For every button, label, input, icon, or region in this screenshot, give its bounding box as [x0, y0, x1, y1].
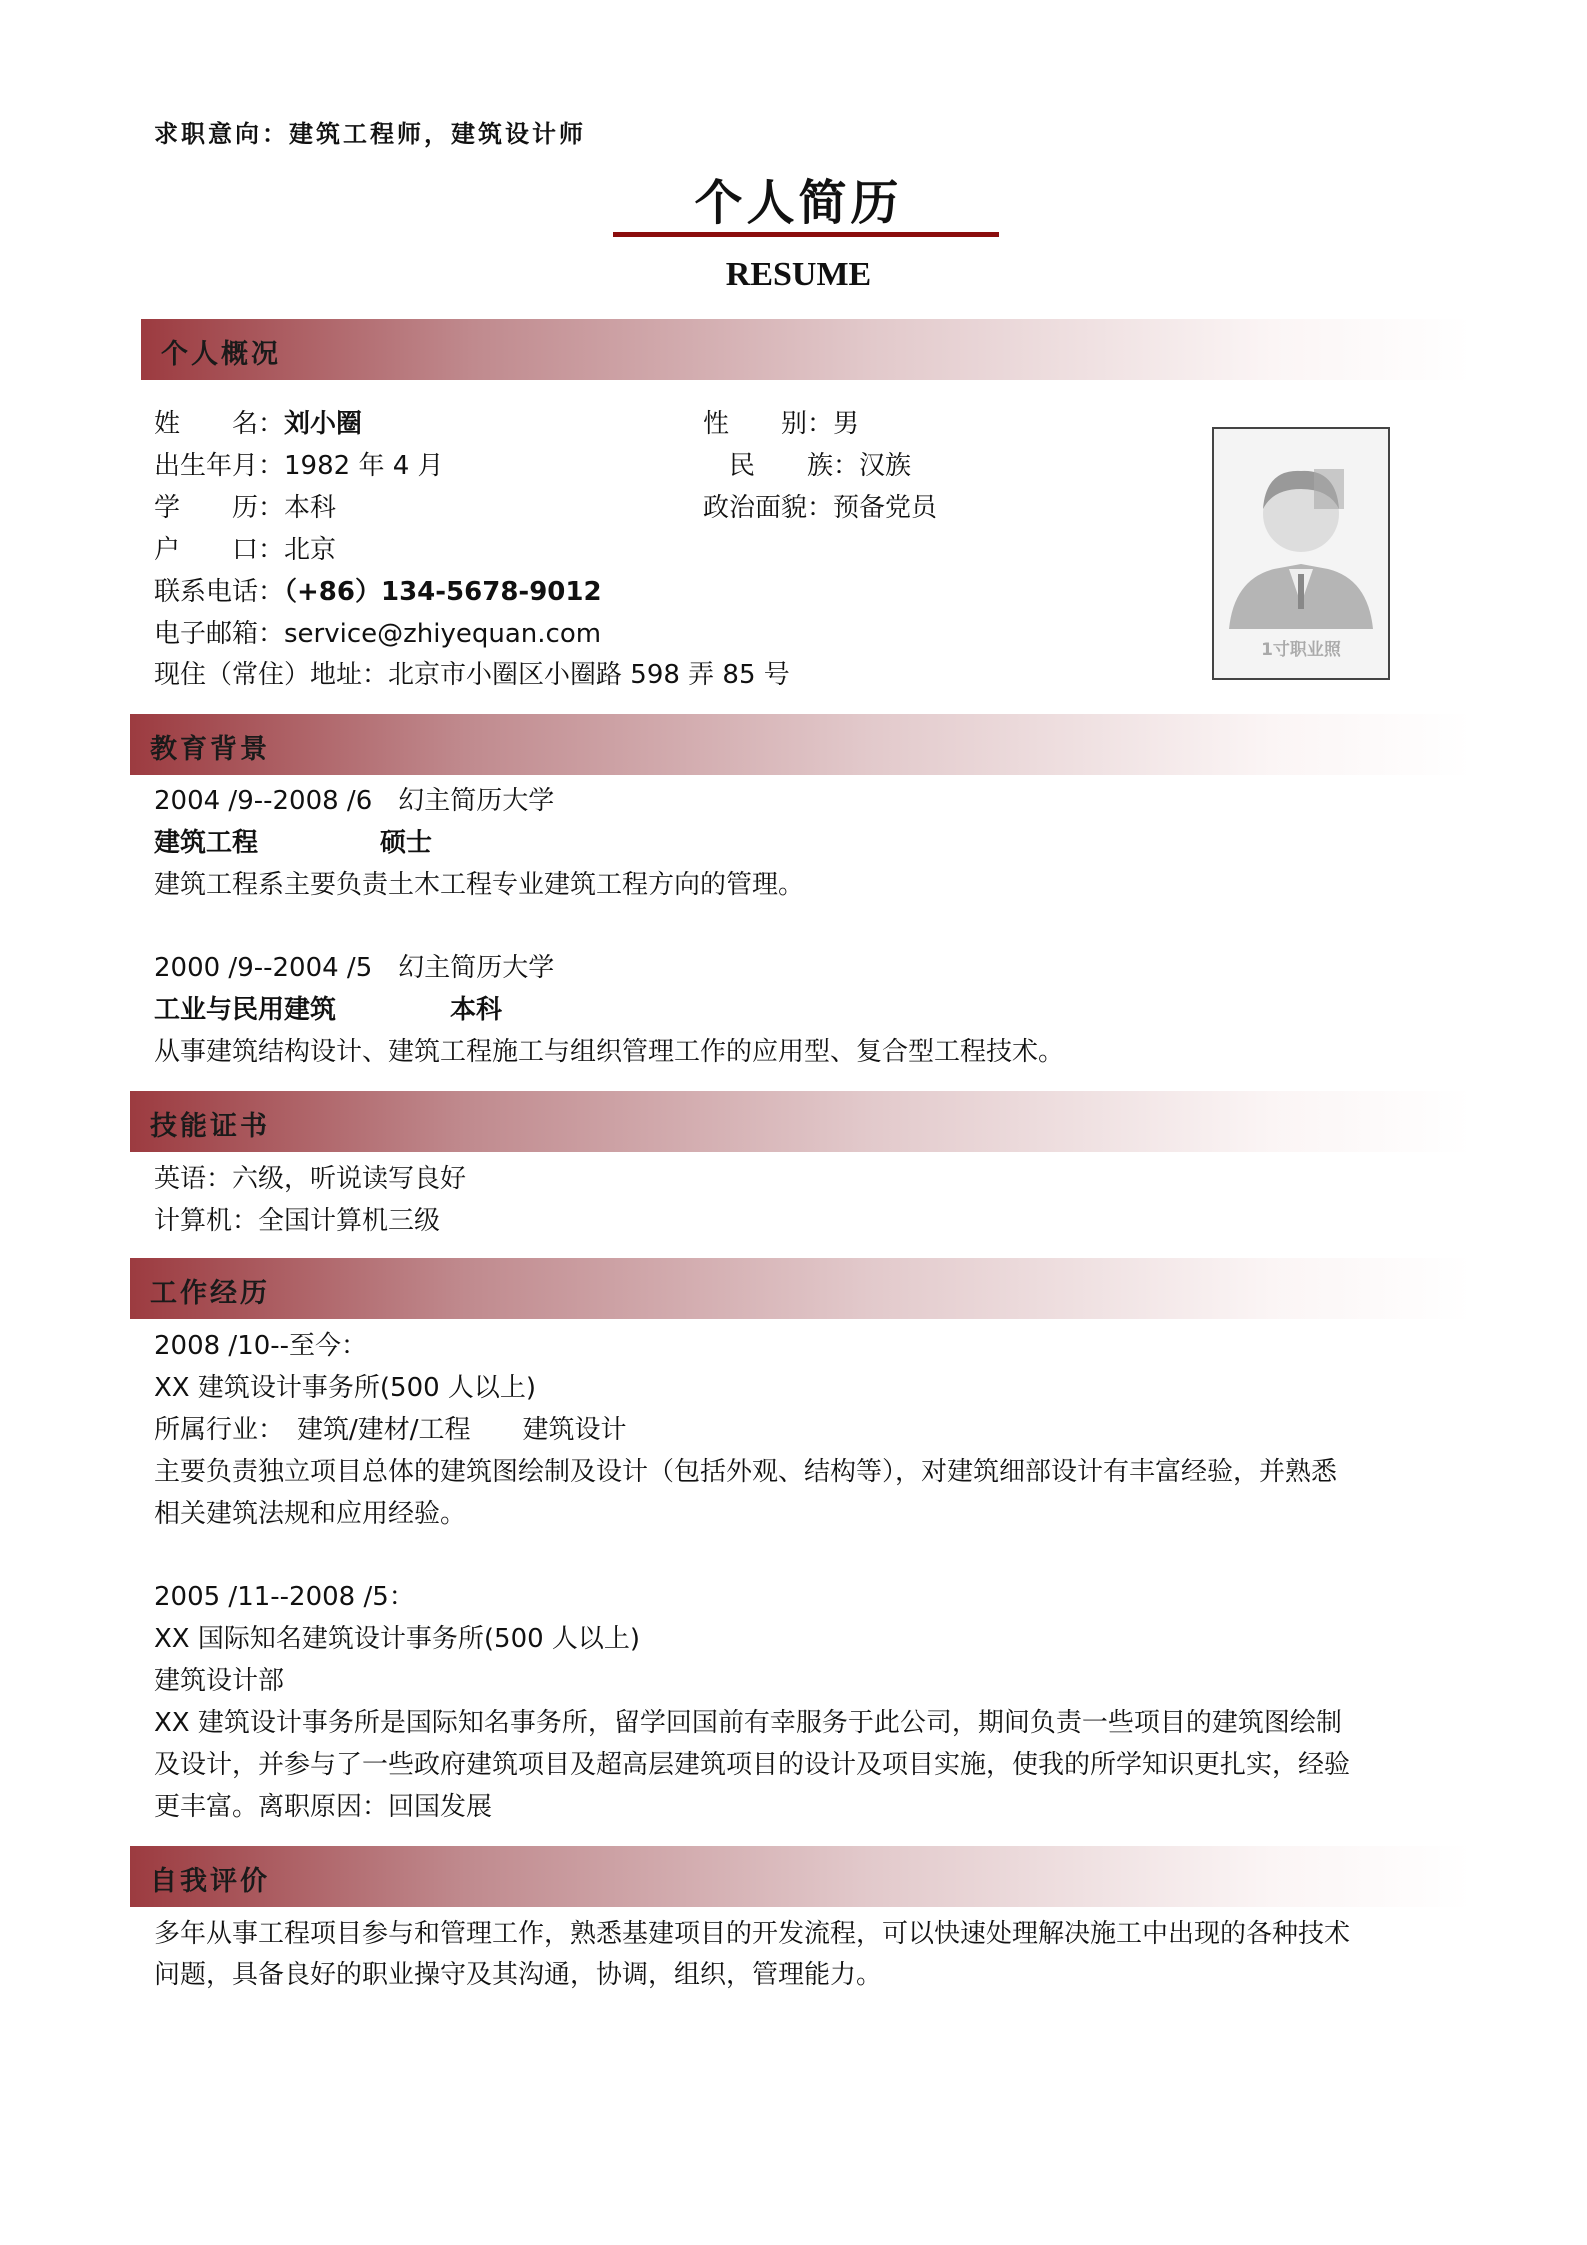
skill-item: 计算机：全国计算机三级 — [154, 1206, 441, 1236]
education-period — [154, 947, 554, 989]
skill-item: 英语：六级，听说读写良好 — [154, 1164, 467, 1194]
label: 姓 名： — [154, 409, 285, 439]
period: 2004 /9--2008 /6 — [154, 786, 373, 816]
label: 户 口： — [154, 535, 285, 565]
section-title: 自我评价 — [150, 1866, 270, 1897]
work-desc: 相关建筑法规和应用经验。 — [154, 1499, 467, 1529]
address-value: 北京市小圈区小圈路 598 弄 85 号 — [388, 660, 790, 690]
self-evaluation-text: 多年从事工程项目参与和管理工作，熟悉基建项目的开发流程，可以快速处理解决施工中出现的各种技术 — [154, 1919, 1351, 1949]
label: 出生年月： — [154, 451, 285, 481]
education-value: 本科 — [284, 493, 337, 523]
profile-photo — [1212, 427, 1390, 680]
section-title: 个人概况 — [161, 339, 281, 370]
page-title: 个人简历 — [694, 175, 903, 231]
work-industry: 所属行业： 建筑/建材/工程 建筑设计 — [154, 1415, 627, 1445]
label: 电子邮箱： — [154, 619, 285, 649]
work-department: 建筑设计部 — [154, 1666, 285, 1696]
label: 现住（常住）地址： — [154, 660, 389, 690]
email-value: service@zhiyequan.com — [284, 619, 602, 649]
school: 幻主简历大学 — [398, 953, 555, 983]
degree: 本科 — [450, 995, 503, 1025]
section-header-profile — [141, 319, 1472, 380]
avatar-placeholder-icon — [1214, 429, 1388, 678]
work-desc: XX 建筑设计事务所是国际知名事务所，留学回国前有幸服务于此公司，期间负责一些项目的建筑图绘制 — [154, 1708, 1342, 1738]
self-evaluation-text: 问题，具备良好的职业操守及其沟通，协调，组织，管理能力。 — [154, 1960, 883, 1990]
work-desc: 主要负责独立项目总体的建筑图绘制及设计（包括外观、结构等），对建筑细部设计有丰富经验，并熟悉 — [154, 1457, 1338, 1487]
ethnic-value: 汉族 — [859, 451, 912, 481]
period: 2000 /9--2004 /5 — [154, 953, 373, 983]
section-header-work — [130, 1258, 1472, 1319]
major: 工业与民用建筑 — [154, 995, 337, 1025]
name-value: 刘小圈 — [284, 409, 363, 439]
label: 民 族： — [729, 451, 860, 481]
section-header-skills — [130, 1091, 1472, 1152]
section-title: 教育背景 — [150, 734, 270, 765]
school: 幻主简历大学 — [398, 786, 555, 816]
hukou-value: 北京 — [284, 535, 337, 565]
gender-value: 男 — [833, 409, 860, 439]
job-intention: 求职意向：建筑工程师，建筑设计师 — [154, 119, 586, 148]
label: 学 历： — [154, 493, 285, 523]
section-title: 工作经历 — [150, 1278, 270, 1309]
page-subtitle: RESUME — [725, 256, 872, 293]
phone-value: （+86）134-5678-9012 — [284, 577, 602, 607]
politics-value: 预备党员 — [833, 493, 938, 523]
label: 政治面貌： — [703, 493, 834, 523]
section-header-self-evaluation — [130, 1846, 1472, 1907]
degree: 硕士 — [380, 828, 433, 858]
education-period — [154, 780, 554, 822]
work-company: XX 国际知名建筑设计事务所(500 人以上) — [154, 1624, 641, 1654]
work-period: 2005 /11--2008 /5： — [154, 1582, 415, 1612]
section-title: 技能证书 — [150, 1111, 270, 1142]
work-desc: 及设计，并参与了一些政府建筑项目及超高层建筑项目的设计及项目实施，使我的所学知识更扎实，经验 — [154, 1750, 1351, 1780]
work-period: 2008 /10--至今： — [154, 1331, 368, 1361]
education-desc: 建筑工程系主要负责土木工程专业建筑工程方向的管理。 — [154, 870, 805, 900]
label: 性 别： — [703, 409, 834, 439]
title-underline — [613, 232, 999, 237]
birth-value: 1982 年 4 月 — [284, 451, 444, 481]
major: 建筑工程 — [154, 828, 259, 858]
svg-text:1寸职业照: 1寸职业照 — [1261, 640, 1341, 660]
work-desc: 更丰富。离职原因：回国发展 — [154, 1792, 493, 1822]
label: 联系电话： — [154, 577, 285, 607]
work-company: XX 建筑设计事务所(500 人以上) — [154, 1373, 537, 1403]
education-desc: 从事建筑结构设计、建筑工程施工与组织管理工作的应用型、复合型工程技术。 — [154, 1037, 1065, 1067]
section-header-education — [130, 714, 1472, 775]
